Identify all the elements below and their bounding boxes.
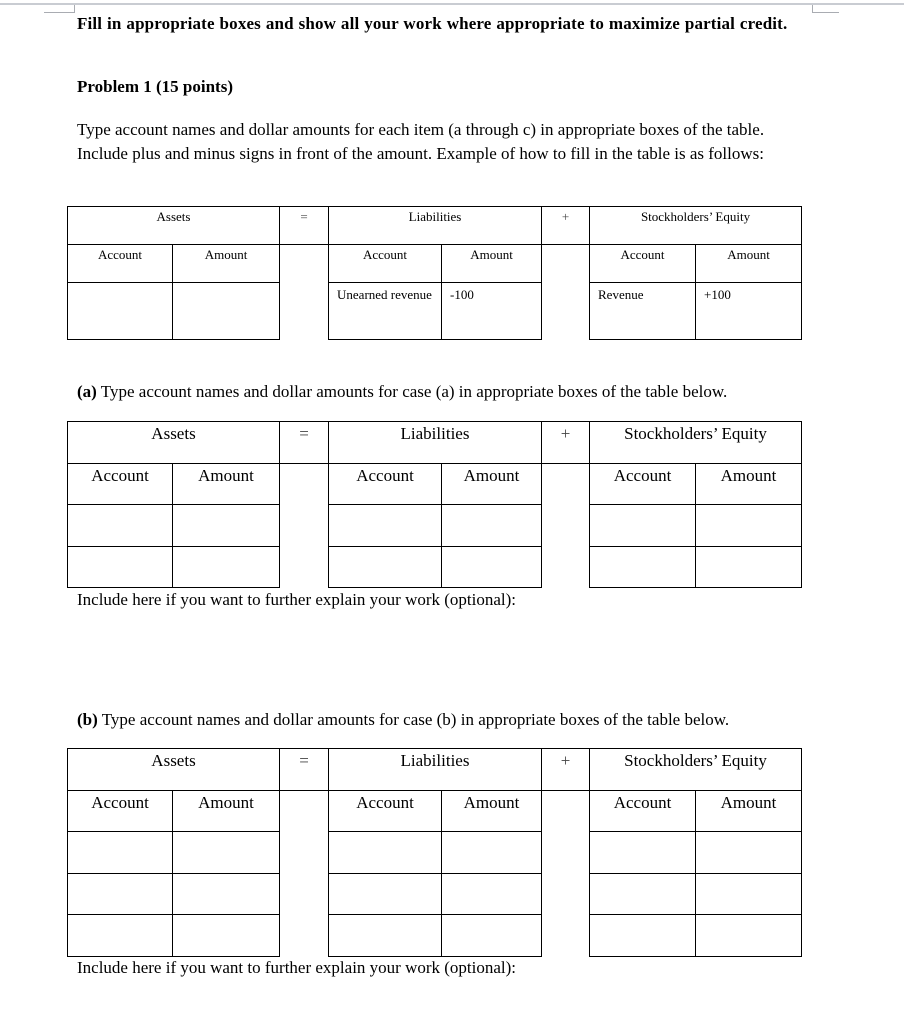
- equity-header: Stockholders’ Equity: [590, 749, 802, 791]
- operator-gap: [280, 546, 329, 588]
- operator-gap: [542, 505, 590, 547]
- intro-paragraph: Type account names and dollar amounts for each item (a through c) in appropriate boxes of the table. Include plus and minus signs in front of the amount. Example of how to fill in the table is as follows:: [77, 120, 765, 163]
- equity-header: Stockholders’ Equity: [590, 207, 802, 245]
- operator-gap: [280, 505, 329, 547]
- account-header: Account: [68, 790, 173, 832]
- asset-amount-input[interactable]: [173, 873, 280, 915]
- account-header: Account: [68, 245, 173, 283]
- liability-amount-cell: -100: [442, 283, 542, 340]
- page-top-rule: [0, 3, 904, 5]
- operator-gap: [542, 463, 590, 505]
- equity-amount-input[interactable]: [696, 915, 802, 957]
- plus-sign: +: [542, 749, 590, 791]
- equity-account-input[interactable]: [590, 873, 696, 915]
- liability-account-input[interactable]: [329, 873, 442, 915]
- liability-amount-input[interactable]: [442, 505, 542, 547]
- operator-gap: [542, 283, 590, 340]
- operator-gap: [280, 873, 329, 915]
- amount-header: Amount: [173, 245, 280, 283]
- asset-account-cell[interactable]: [68, 283, 173, 340]
- amount-header: Amount: [442, 790, 542, 832]
- operator-gap: [280, 245, 329, 283]
- equity-account-input[interactable]: [590, 832, 696, 874]
- asset-account-input[interactable]: [68, 873, 173, 915]
- operator-gap: [542, 832, 590, 874]
- liability-amount-input[interactable]: [442, 915, 542, 957]
- operator-gap: [542, 873, 590, 915]
- account-header: Account: [590, 790, 696, 832]
- amount-header: Amount: [696, 790, 802, 832]
- table-row: [68, 832, 802, 874]
- equity-amount-input[interactable]: [696, 546, 802, 588]
- account-header: Account: [329, 463, 442, 505]
- asset-amount-input[interactable]: [173, 832, 280, 874]
- asset-amount-input[interactable]: [173, 915, 280, 957]
- amount-header: Amount: [696, 463, 802, 505]
- optional-note-b: Include here if you want to further explain your work (optional):: [77, 958, 517, 977]
- operator-gap: [542, 915, 590, 957]
- liability-account-input[interactable]: [329, 546, 442, 588]
- plus-sign: +: [542, 422, 590, 464]
- account-header: Account: [329, 245, 442, 283]
- case-b-table: [67, 748, 802, 957]
- asset-amount-input[interactable]: [173, 505, 280, 547]
- equals-sign: =: [280, 422, 329, 464]
- equity-amount-input[interactable]: [696, 505, 802, 547]
- asset-account-input[interactable]: [68, 832, 173, 874]
- liability-account-input[interactable]: [329, 915, 442, 957]
- case-a-label: (a): [77, 382, 97, 401]
- amount-header: Amount: [173, 463, 280, 505]
- equity-amount-input[interactable]: [696, 832, 802, 874]
- equity-account-cell: Revenue: [590, 283, 696, 340]
- amount-header: Amount: [696, 245, 802, 283]
- amount-header: Amount: [173, 790, 280, 832]
- equity-amount-cell: +100: [696, 283, 802, 340]
- liability-amount-input[interactable]: [442, 546, 542, 588]
- table-row: [68, 915, 802, 957]
- operator-gap: [280, 832, 329, 874]
- account-header: Account: [590, 463, 696, 505]
- operator-gap: [280, 915, 329, 957]
- liability-amount-input[interactable]: [442, 832, 542, 874]
- liability-account-input[interactable]: [329, 505, 442, 547]
- asset-amount-input[interactable]: [173, 546, 280, 588]
- amount-header: Amount: [442, 463, 542, 505]
- case-b-text: Type account names and dollar amounts for case (b) in appropriate boxes of the table below.: [101, 710, 730, 729]
- asset-amount-cell[interactable]: [173, 283, 280, 340]
- assets-header: Assets: [68, 207, 280, 245]
- liabilities-header: Liabilities: [329, 422, 542, 464]
- case-a-text: Type account names and dollar amounts for case (a) in appropriate boxes of the table below.: [100, 382, 728, 401]
- table-row: [68, 873, 802, 915]
- equity-account-input[interactable]: [590, 505, 696, 547]
- operator-gap: [280, 790, 329, 832]
- example-table: [67, 206, 802, 340]
- account-header: Account: [68, 463, 173, 505]
- operator-gap: [542, 245, 590, 283]
- equals-sign: =: [280, 749, 329, 791]
- plus-sign: +: [542, 207, 590, 245]
- page-corner-mark-left: [44, 5, 75, 13]
- liability-amount-input[interactable]: [442, 873, 542, 915]
- assets-header: Assets: [68, 422, 280, 464]
- case-b-label: (b): [77, 710, 98, 729]
- operator-gap: [542, 546, 590, 588]
- account-header: Account: [329, 790, 442, 832]
- operator-gap: [280, 463, 329, 505]
- equity-account-input[interactable]: [590, 915, 696, 957]
- case-a-table: [67, 421, 802, 588]
- table-row: [68, 505, 802, 547]
- problem-title: Problem 1 (15 points): [77, 77, 233, 96]
- equity-account-input[interactable]: [590, 546, 696, 588]
- equity-header: Stockholders’ Equity: [590, 422, 802, 464]
- optional-note-a: Include here if you want to further explain your work (optional):: [77, 590, 517, 609]
- table-row: [68, 546, 802, 588]
- liability-account-input[interactable]: [329, 832, 442, 874]
- asset-account-input[interactable]: [68, 915, 173, 957]
- case-b-instruction: [77, 710, 822, 730]
- equals-sign: =: [280, 207, 329, 245]
- asset-account-input[interactable]: [68, 505, 173, 547]
- operator-gap: [280, 283, 329, 340]
- case-a-instruction: [77, 382, 822, 402]
- liability-account-cell: Unearned revenue: [329, 283, 442, 340]
- operator-gap: [542, 790, 590, 832]
- liabilities-header: Liabilities: [329, 207, 542, 245]
- liabilities-header: Liabilities: [329, 749, 542, 791]
- equity-amount-input[interactable]: [696, 873, 802, 915]
- account-header: Account: [590, 245, 696, 283]
- amount-header: Amount: [442, 245, 542, 283]
- instructions: Fill in appropriate boxes and show all your work where appropriate to maximize partial credit.: [77, 14, 788, 33]
- asset-account-input[interactable]: [68, 546, 173, 588]
- assets-header: Assets: [68, 749, 280, 791]
